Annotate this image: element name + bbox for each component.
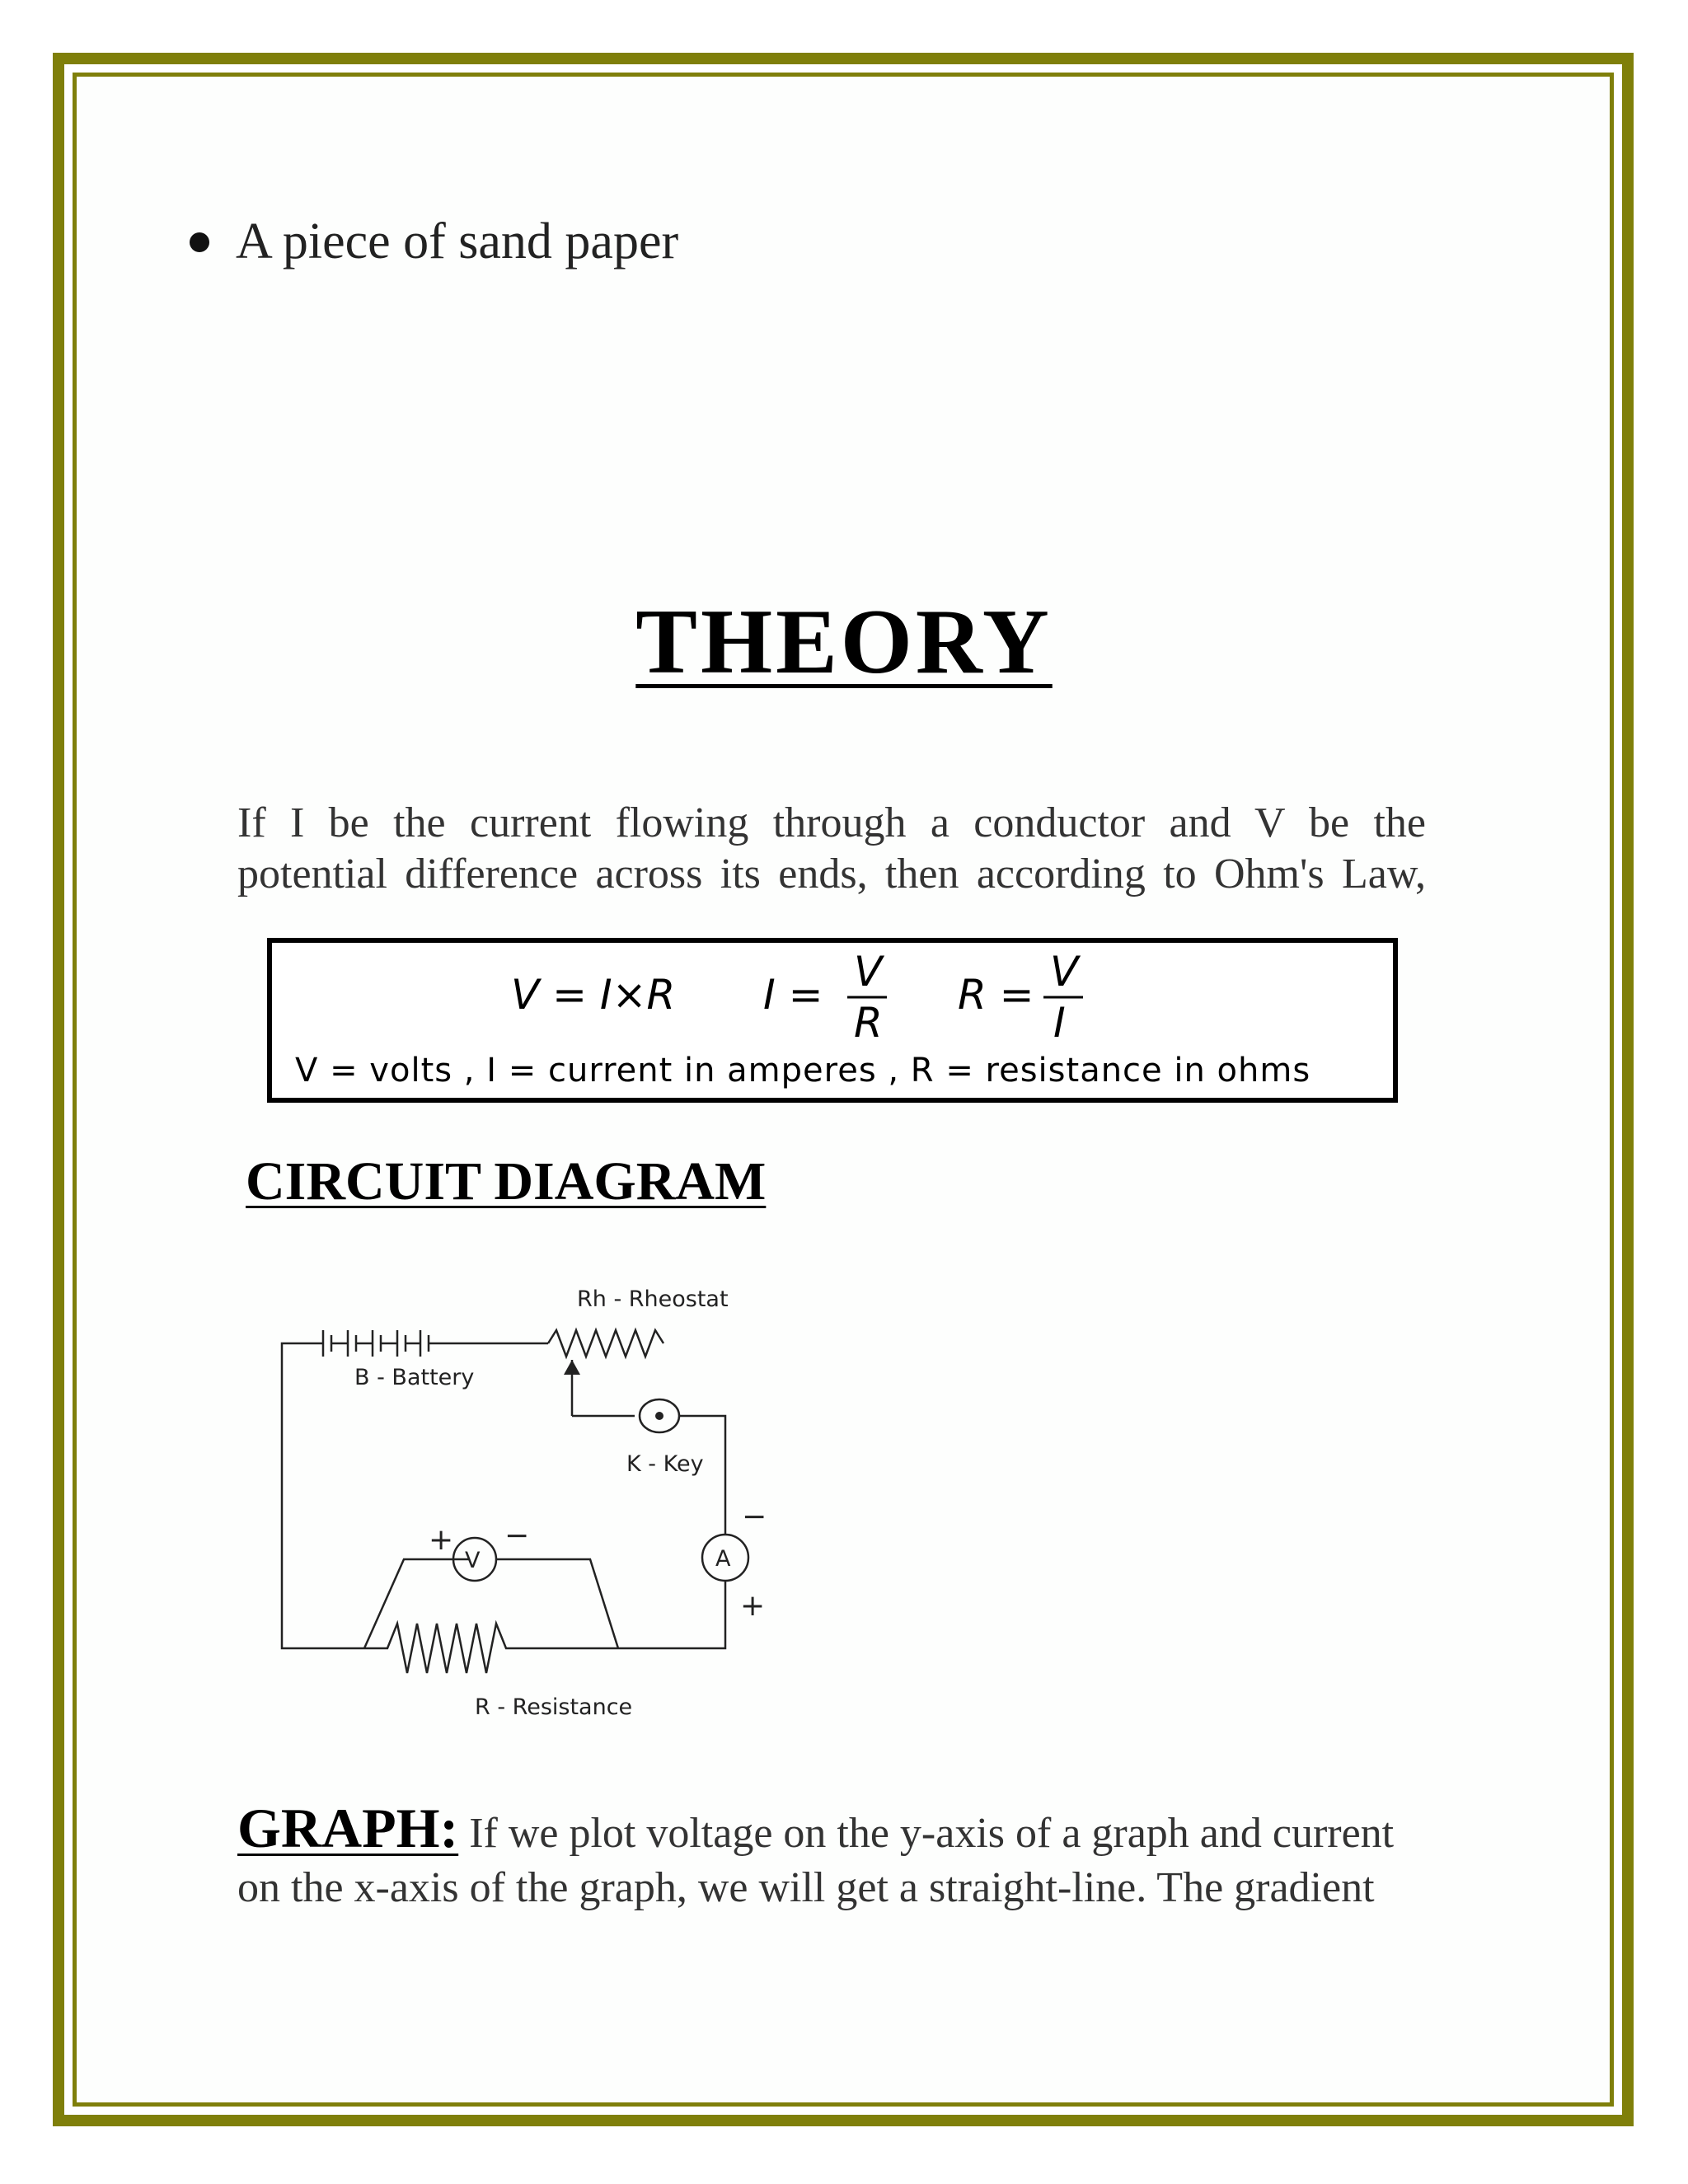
equation-i-denominator: R xyxy=(854,999,883,1047)
wire-left xyxy=(282,1343,364,1648)
equation-v-ir: V = I×R xyxy=(511,971,676,1019)
voltmeter-plus: + xyxy=(429,1523,454,1557)
equation-r-lhs: R = xyxy=(958,971,1034,1019)
key-contact-icon xyxy=(655,1412,663,1420)
graph-line1: GRAPH: If we plot voltage on the y-axis of a graph and current xyxy=(237,1797,1395,1859)
bullet-icon xyxy=(190,232,209,252)
equation-r-numerator: V xyxy=(1050,948,1079,996)
graph-heading: GRAPH: xyxy=(237,1797,459,1859)
equation-i-lhs: I = xyxy=(763,971,823,1019)
ohms-law-formula-box xyxy=(267,938,1398,1103)
ammeter-minus: − xyxy=(742,1500,767,1534)
equation-r-denominator: I xyxy=(1053,999,1066,1047)
circuit-diagram-heading: CIRCUIT DIAGRAM xyxy=(246,1151,767,1212)
theory-paragraph-line2: potential difference across its ends, then according to Ohm's Law, xyxy=(237,851,1426,898)
rheostat-arrow-icon xyxy=(564,1360,580,1375)
formula-legend: V = volts , I = current in amperes , R = resistance in ohms xyxy=(295,1052,1311,1090)
voltmeter-wire-right xyxy=(496,1559,618,1648)
battery-symbol xyxy=(323,1330,429,1357)
equation-i-numerator: V xyxy=(854,948,883,996)
ammeter-label: A xyxy=(715,1546,731,1572)
circuit-diagram xyxy=(272,1277,808,1739)
voltmeter-minus: − xyxy=(504,1519,530,1553)
ammeter-plus: + xyxy=(740,1589,766,1623)
bullet-item xyxy=(190,213,678,271)
bullet-text: A piece of sand paper xyxy=(236,213,679,269)
theory-heading: THEORY xyxy=(635,591,1053,693)
voltmeter-label: V xyxy=(465,1548,481,1573)
resistance-symbol xyxy=(364,1624,618,1673)
resistance-label: R - Resistance xyxy=(475,1694,633,1720)
key-label: K - Key xyxy=(626,1451,704,1477)
rheostat-label: Rh - Rheostat xyxy=(577,1286,729,1312)
graph-paragraph xyxy=(237,1797,1441,1915)
rheostat-symbol xyxy=(548,1330,663,1357)
battery-label: B - Battery xyxy=(354,1365,475,1390)
graph-line2: on the x-axis of the graph, we will get a straight-line. The gradient xyxy=(237,1864,1375,1911)
wire-right-lower xyxy=(618,1581,725,1648)
theory-paragraph-line1: If I be the current flowing through a conductor and V be the xyxy=(237,799,1426,846)
